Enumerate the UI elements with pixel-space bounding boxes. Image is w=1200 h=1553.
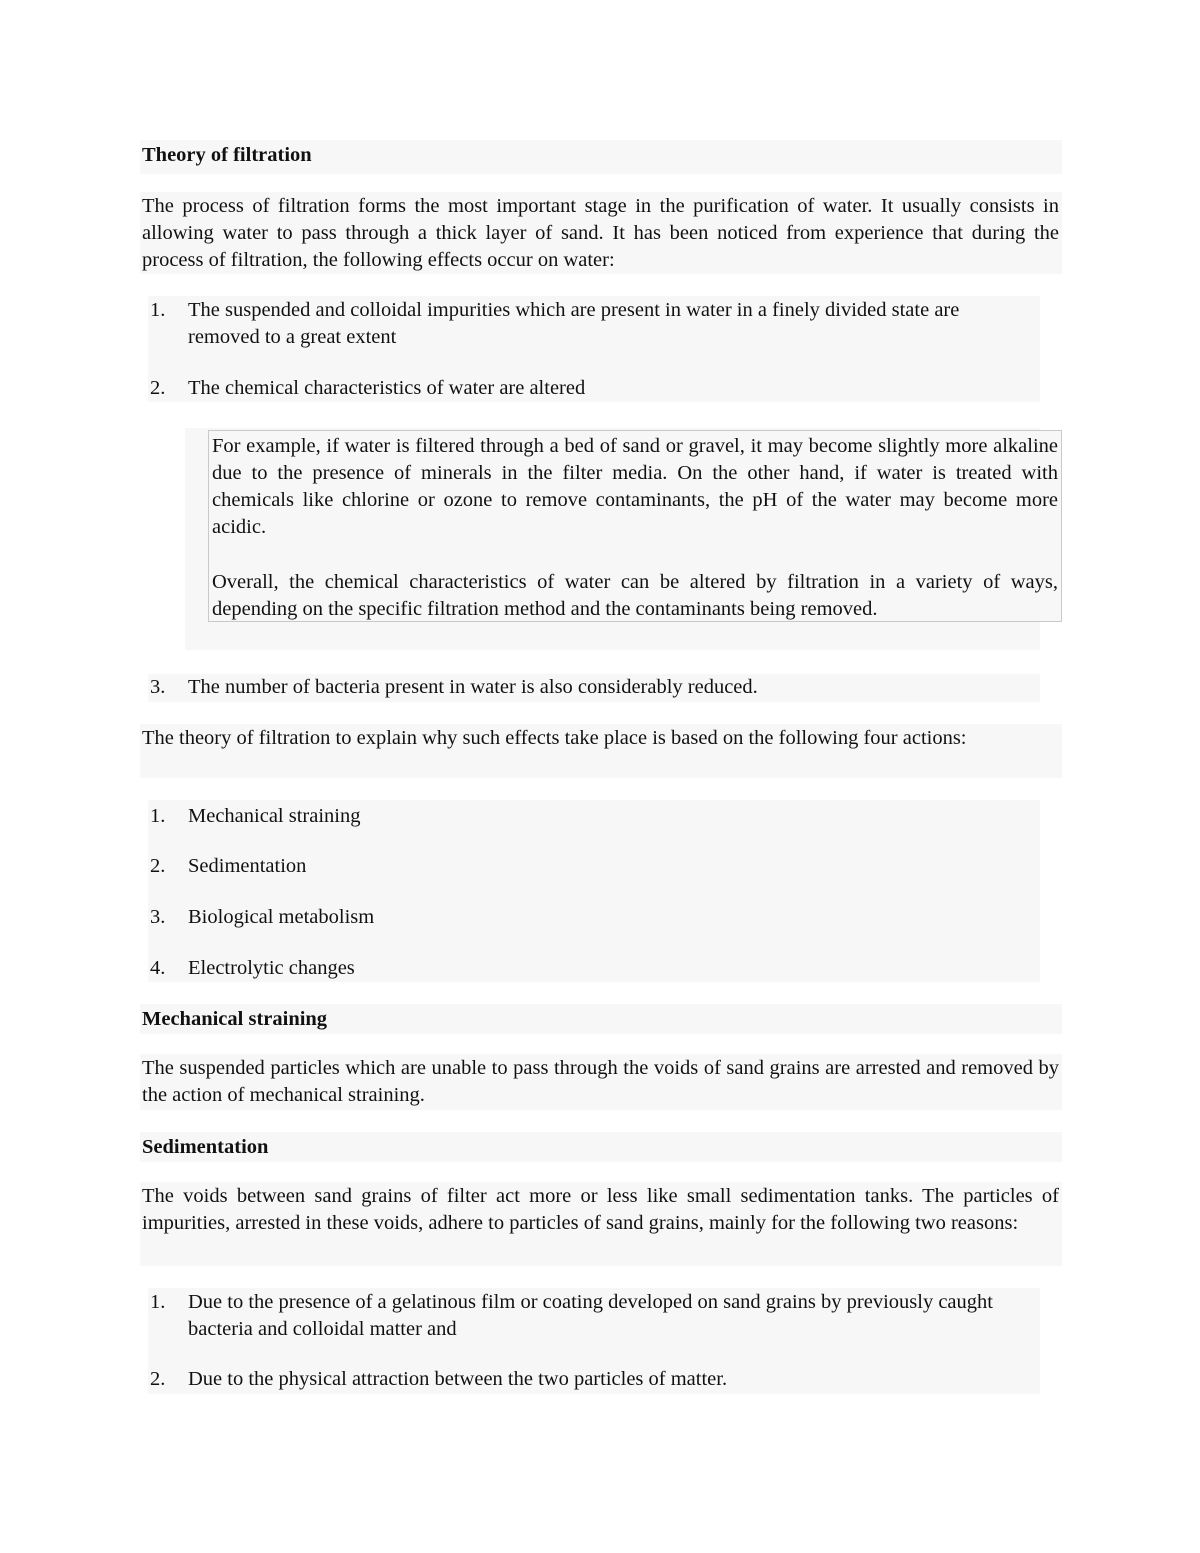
actions-list-item-1 (150, 803, 1035, 830)
actions-list-item-4 (150, 955, 1035, 982)
effects-list-item-1 (150, 297, 1035, 351)
list-item-text: Sedimentation (188, 855, 307, 877)
list-item-text: Due to the presence of a gelatinous film or coating developed on sand grains by previously caught bacteria and colloidal matter and (188, 1291, 993, 1340)
actions-list-item-2 (150, 853, 1035, 880)
list-item-text: Biological metabolism (188, 906, 375, 928)
sedimentation-paragraph: The voids between sand grains of filter act more or less like small sedimentation tanks. The particles of impurities, arrested in these voids, adhere to particles of sand grains, mainly for the following two reasons: (142, 1185, 1059, 1234)
list-number: 1. (150, 805, 166, 827)
example-paragraph-1: For example, if water is filtered through a bed of sand or gravel, it may become slightly more alkaline due to the presence of minerals in the filter media. On the other hand, if water is treated with chemicals like chlorine or ozone to remove contaminants, the pH of the water may become more acidic. (212, 435, 1058, 538)
heading-theory-of-filtration: Theory of filtration (142, 144, 312, 166)
effects-list-item-2 (150, 375, 1035, 402)
list-number: 2. (150, 855, 166, 877)
reasons-list-item-1 (150, 1289, 1035, 1343)
list-item-text: The chemical characteristics of water are altered (188, 377, 586, 399)
actions-intro-paragraph: The theory of filtration to explain why such effects take place is based on the following four actions: (142, 727, 967, 749)
list-number: 1. (150, 1291, 166, 1313)
list-number: 4. (150, 957, 166, 979)
list-item-text: The suspended and colloidal impurities which are present in water in a finely divided state are removed to a great extent (188, 299, 960, 348)
list-number: 2. (150, 1368, 166, 1390)
list-number: 1. (150, 299, 166, 321)
actions-list-item-3 (150, 904, 1035, 931)
list-number: 3. (150, 906, 166, 928)
list-number: 3. (150, 676, 166, 698)
theory-intro-paragraph: The process of filtration forms the most important stage in the purification of water. It usually consists in allowing water to pass through a thick layer of sand. It has been noticed from experience that during the process of filtration, the following effects occur on water: (142, 195, 1059, 271)
mechanical-straining-paragraph: The suspended particles which are unable to pass through the voids of sand grains are arrested and removed by the action of mechanical straining. (142, 1057, 1059, 1106)
list-number: 2. (150, 377, 166, 399)
example-paragraph-2: Overall, the chemical characteristics of water can be altered by filtration in a variety of ways, depending on the specific filtration method and the contaminants being removed. (212, 571, 1058, 620)
heading-mechanical-straining: Mechanical straining (142, 1008, 328, 1030)
list-item-text: Mechanical straining (188, 805, 361, 827)
list-item-text: The number of bacteria present in water is also considerably reduced. (188, 676, 758, 698)
heading-sedimentation: Sedimentation (142, 1136, 269, 1158)
list-item-text: Due to the physical attraction between the two particles of matter. (188, 1368, 728, 1390)
effects-list-item-3 (150, 674, 1035, 701)
reasons-list-item-2 (150, 1366, 1035, 1393)
list-item-text: Electrolytic changes (188, 957, 355, 979)
